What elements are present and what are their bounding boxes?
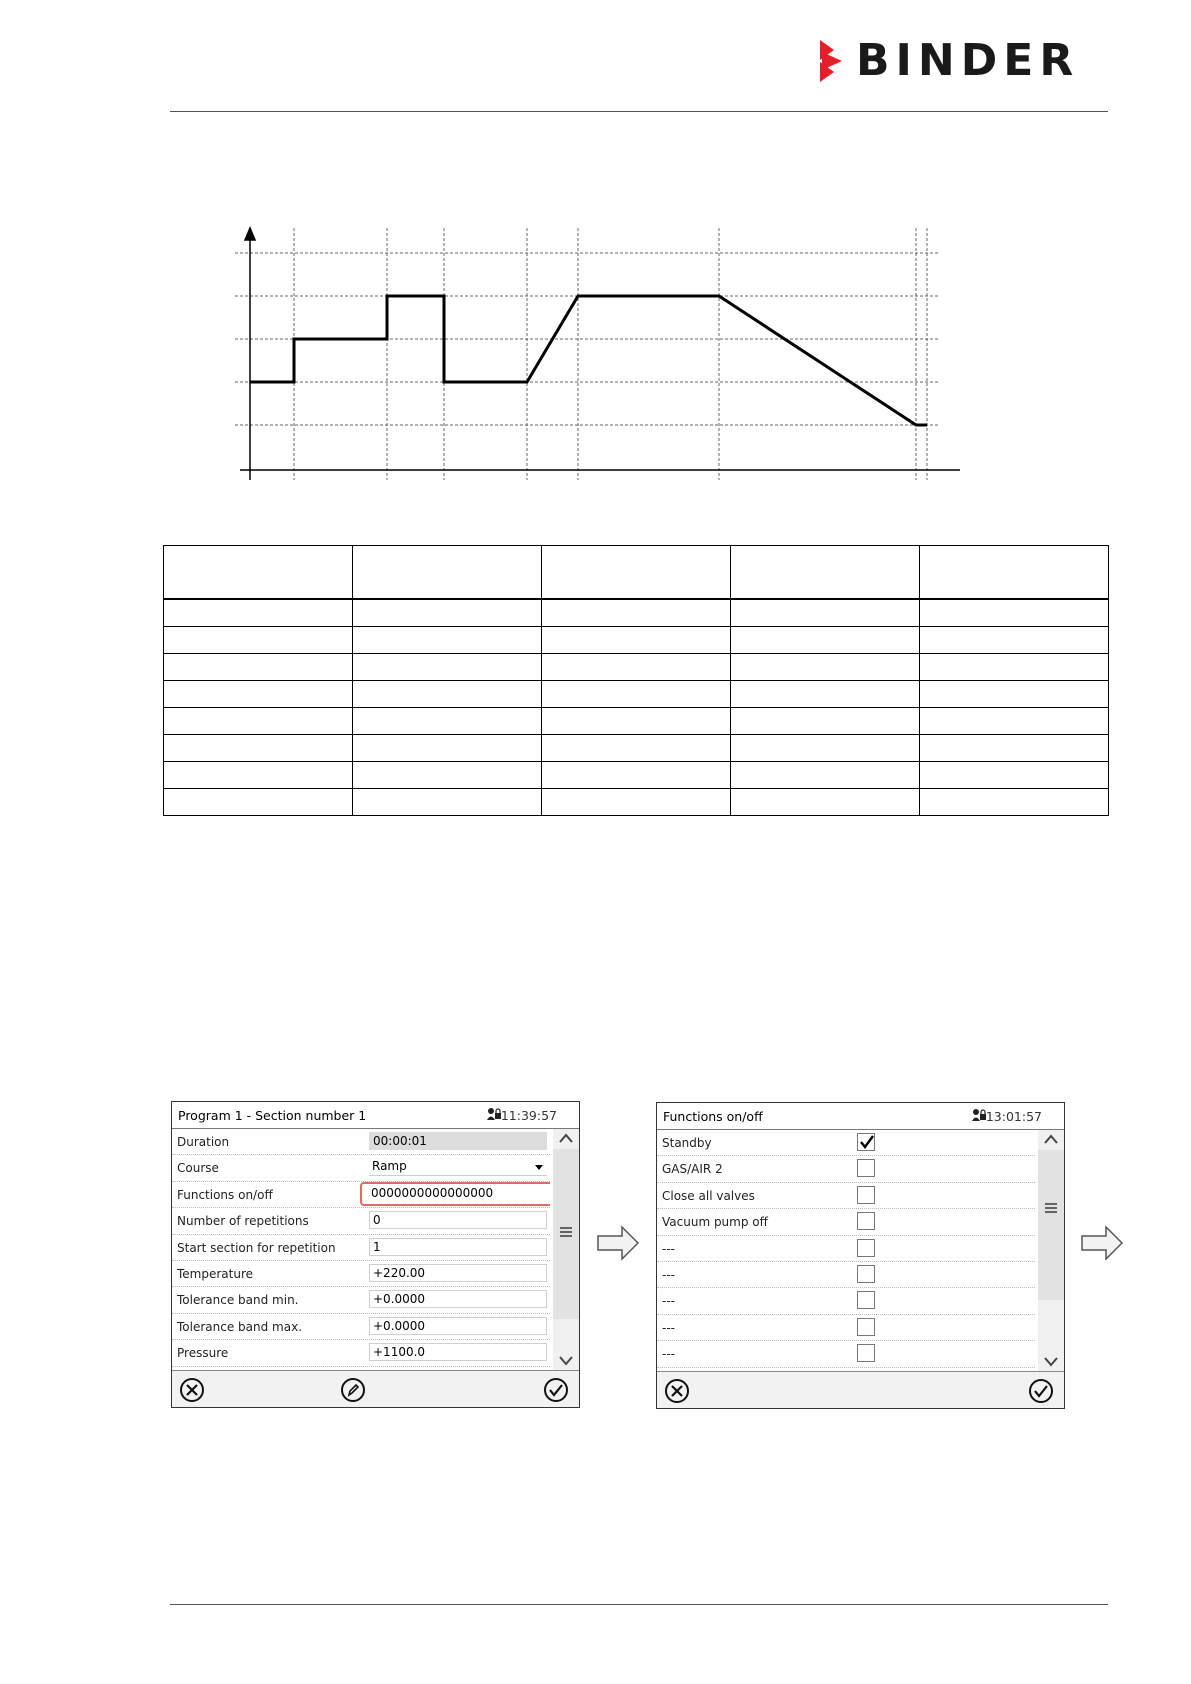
course-value: Ramp bbox=[372, 1159, 407, 1174]
temperature-field[interactable]: +220.00 bbox=[369, 1264, 547, 1282]
table-cell bbox=[542, 735, 731, 762]
table-header-row bbox=[164, 546, 1109, 600]
param-label: Number of repetitions bbox=[177, 1214, 309, 1229]
gas-air-checkbox[interactable] bbox=[857, 1159, 875, 1177]
functions-onoff-field[interactable]: 0000000000000000 bbox=[360, 1182, 550, 1206]
table-cell bbox=[920, 789, 1109, 816]
table-cell bbox=[542, 627, 731, 654]
table-cell bbox=[920, 762, 1109, 789]
table-cell bbox=[353, 627, 542, 654]
table-cell bbox=[731, 735, 920, 762]
table-cell bbox=[920, 599, 1109, 627]
start-section-field[interactable]: 1 bbox=[369, 1238, 547, 1256]
pressure-field[interactable]: +1100.0 bbox=[369, 1343, 547, 1361]
function-label: --- bbox=[662, 1347, 675, 1362]
function-label: GAS/AIR 2 bbox=[662, 1162, 723, 1177]
table-cell bbox=[920, 708, 1109, 735]
param-row-course bbox=[172, 1155, 550, 1181]
function-row-standby bbox=[657, 1130, 1035, 1156]
function-row-unused bbox=[657, 1236, 1035, 1262]
screen-title: Program 1 - Section number 1 bbox=[178, 1108, 367, 1123]
param-label: Tolerance band max. bbox=[177, 1319, 303, 1334]
table-cell bbox=[920, 654, 1109, 681]
param-row-pressure bbox=[172, 1340, 550, 1366]
function-row-unused bbox=[657, 1341, 1035, 1367]
menu-icon[interactable] bbox=[1043, 1200, 1059, 1216]
function-label: --- bbox=[662, 1320, 675, 1335]
edit-icon[interactable] bbox=[340, 1377, 366, 1403]
scrollbar[interactable] bbox=[1038, 1130, 1064, 1373]
table-cell bbox=[353, 735, 542, 762]
table-cell bbox=[164, 762, 353, 789]
table-cell bbox=[731, 654, 920, 681]
function-row-unused bbox=[657, 1288, 1035, 1314]
table-row bbox=[164, 627, 1109, 654]
table-cell bbox=[164, 735, 353, 762]
table-cell bbox=[164, 708, 353, 735]
section-editor-screen bbox=[171, 1101, 580, 1408]
function-row-unused bbox=[657, 1315, 1035, 1341]
program-profile-graph bbox=[225, 210, 960, 480]
scrollbar[interactable] bbox=[553, 1129, 579, 1372]
clock: 13:01:57 bbox=[985, 1109, 1042, 1124]
table-row bbox=[164, 681, 1109, 708]
table-row bbox=[164, 735, 1109, 762]
scroll-down-icon[interactable] bbox=[558, 1352, 574, 1368]
next-arrow-icon bbox=[596, 1224, 640, 1262]
scroll-down-icon[interactable] bbox=[1043, 1353, 1059, 1369]
table-cell bbox=[731, 789, 920, 816]
user-lock-icon bbox=[972, 1108, 986, 1122]
param-row-repetitions bbox=[172, 1208, 550, 1234]
bottom-bar bbox=[657, 1371, 1064, 1408]
vacuum-pump-checkbox[interactable] bbox=[857, 1212, 875, 1230]
table-cell bbox=[542, 708, 731, 735]
function-label: --- bbox=[662, 1267, 675, 1282]
vertical-gridlines bbox=[294, 228, 927, 480]
table-cell bbox=[731, 627, 920, 654]
table-cell bbox=[920, 627, 1109, 654]
tolerance-min-field[interactable]: +0.0000 bbox=[369, 1290, 547, 1308]
table-cell bbox=[542, 599, 731, 627]
function-label: Standby bbox=[662, 1136, 712, 1150]
table-cell bbox=[542, 654, 731, 681]
footer-rule bbox=[170, 1604, 1108, 1605]
param-label: Functions on/off bbox=[177, 1187, 273, 1202]
table-row bbox=[164, 654, 1109, 681]
param-row-tol-min bbox=[172, 1287, 550, 1313]
screen-title: Functions on/off bbox=[663, 1109, 763, 1124]
table-row bbox=[164, 599, 1109, 627]
table-cell bbox=[164, 681, 353, 708]
table-cell bbox=[542, 681, 731, 708]
table-cell bbox=[731, 762, 920, 789]
param-row-functions bbox=[172, 1182, 550, 1208]
close-valves-checkbox[interactable] bbox=[857, 1186, 875, 1204]
table-cell bbox=[353, 789, 542, 816]
cancel-icon[interactable] bbox=[179, 1377, 205, 1403]
scroll-up-icon[interactable] bbox=[558, 1131, 574, 1147]
functions-onoff-screen bbox=[656, 1102, 1065, 1409]
course-select[interactable] bbox=[369, 1158, 547, 1176]
cancel-icon[interactable] bbox=[664, 1378, 690, 1404]
param-label: Pressure bbox=[177, 1346, 229, 1361]
param-label: Duration bbox=[177, 1135, 230, 1149]
table-cell bbox=[920, 681, 1109, 708]
table-cell bbox=[353, 546, 542, 600]
scroll-thumb[interactable] bbox=[1038, 1150, 1064, 1300]
standby-checkbox[interactable] bbox=[857, 1133, 875, 1151]
scroll-up-icon[interactable] bbox=[1043, 1132, 1059, 1148]
param-label: Start section for repetition bbox=[177, 1240, 336, 1255]
function-checkbox[interactable] bbox=[857, 1239, 875, 1257]
function-row-vacuum-pump bbox=[657, 1209, 1035, 1235]
confirm-icon[interactable] bbox=[543, 1377, 569, 1403]
table-cell bbox=[164, 627, 353, 654]
param-row-duration bbox=[172, 1129, 550, 1155]
table-cell bbox=[353, 599, 542, 627]
function-row-close-valves bbox=[657, 1183, 1035, 1209]
tolerance-max-field[interactable]: +0.0000 bbox=[369, 1317, 547, 1335]
table-row bbox=[164, 708, 1109, 735]
function-label: Vacuum pump off bbox=[662, 1215, 768, 1230]
next-arrow-icon bbox=[1080, 1224, 1124, 1262]
table-cell bbox=[164, 546, 353, 600]
brand-name: BINDER bbox=[856, 35, 1080, 86]
table-cell bbox=[920, 546, 1109, 600]
menu-icon[interactable] bbox=[558, 1224, 574, 1240]
table-cell bbox=[164, 599, 353, 627]
repetitions-field[interactable]: 0 bbox=[369, 1211, 547, 1229]
clock: 11:39:57 bbox=[500, 1108, 557, 1123]
function-checkbox[interactable] bbox=[857, 1265, 875, 1283]
dropdown-arrow-icon bbox=[535, 1165, 543, 1170]
table-cell bbox=[731, 708, 920, 735]
axes bbox=[240, 228, 960, 480]
table-cell bbox=[353, 681, 542, 708]
table-cell bbox=[542, 546, 731, 600]
duration-field[interactable]: 00:00:01 bbox=[369, 1132, 547, 1150]
table-cell bbox=[542, 762, 731, 789]
param-label: Tolerance band min. bbox=[177, 1293, 299, 1308]
table-cell bbox=[542, 789, 731, 816]
table-cell bbox=[731, 681, 920, 708]
table-cell bbox=[353, 654, 542, 681]
table-row bbox=[164, 762, 1109, 789]
bottom-bar bbox=[172, 1370, 579, 1407]
function-row-gas-air bbox=[657, 1156, 1035, 1182]
table-cell bbox=[164, 789, 353, 816]
program-table bbox=[163, 545, 1109, 816]
table-cell bbox=[920, 735, 1109, 762]
function-row-unused bbox=[657, 1262, 1035, 1288]
table-cell bbox=[353, 762, 542, 789]
binder-logo-mark bbox=[818, 38, 848, 84]
param-row-temperature bbox=[172, 1261, 550, 1287]
user-lock-icon bbox=[487, 1107, 501, 1121]
table-cell bbox=[731, 599, 920, 627]
table-cell bbox=[164, 654, 353, 681]
param-row-start-section bbox=[172, 1235, 550, 1261]
table-cell bbox=[353, 708, 542, 735]
function-label: --- bbox=[662, 1294, 675, 1309]
function-label: --- bbox=[662, 1241, 675, 1256]
title-bar bbox=[657, 1103, 1064, 1130]
table-row bbox=[164, 789, 1109, 816]
checkmark-icon bbox=[858, 1133, 876, 1151]
function-label: Close all valves bbox=[662, 1188, 755, 1203]
function-checkbox[interactable] bbox=[857, 1344, 875, 1362]
param-row-tol-max bbox=[172, 1314, 550, 1340]
param-label: Course bbox=[177, 1161, 219, 1176]
param-label: Temperature bbox=[177, 1266, 254, 1281]
header-rule bbox=[170, 111, 1108, 112]
function-checkbox[interactable] bbox=[857, 1291, 875, 1309]
table-cell bbox=[731, 546, 920, 600]
function-checkbox[interactable] bbox=[857, 1318, 875, 1336]
function-list bbox=[657, 1130, 1035, 1372]
parameter-list bbox=[172, 1129, 550, 1371]
profile-curve bbox=[250, 296, 927, 425]
title-bar bbox=[172, 1102, 579, 1129]
confirm-icon[interactable] bbox=[1028, 1378, 1054, 1404]
binder-logo bbox=[818, 35, 1108, 86]
